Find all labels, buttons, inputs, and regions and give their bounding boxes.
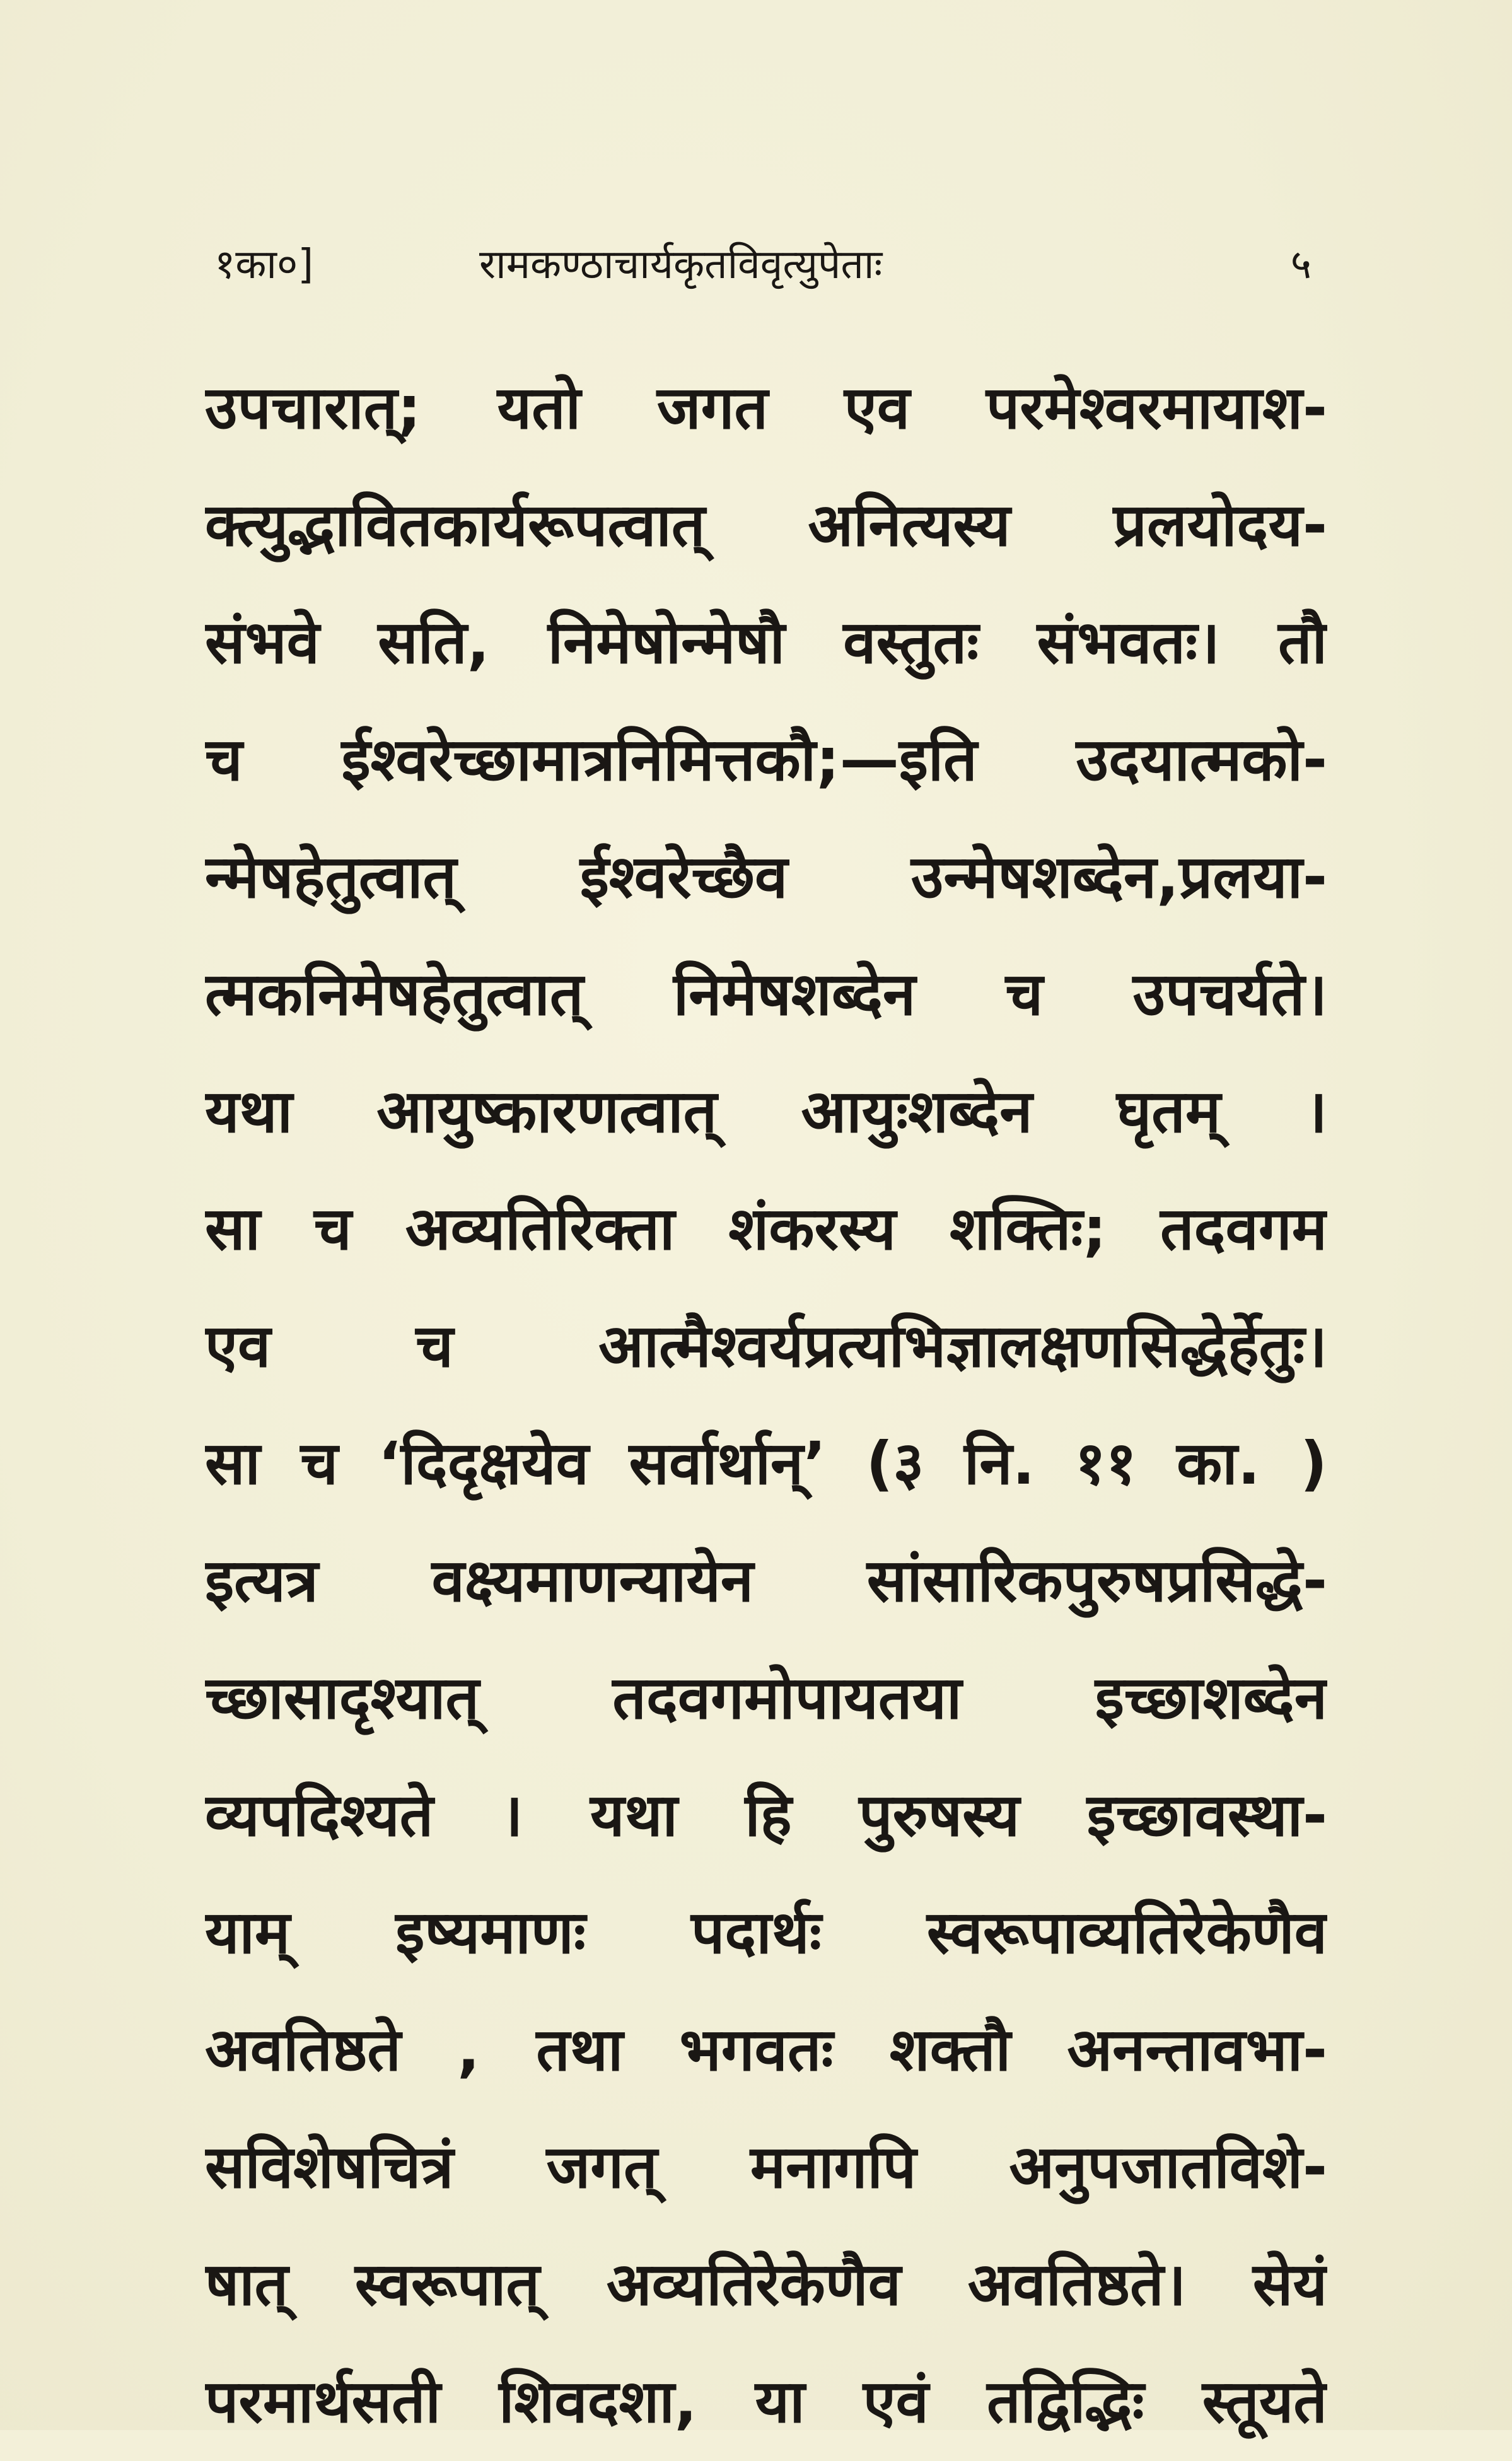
text-line: उपचारात्; यतो जगत एव परमेश्वरमायाश- [205, 374, 1327, 443]
text-line: त्मकनिमेषहेतुत्वात् निमेषशब्देन च उपचर्यते। [205, 960, 1327, 1029]
text-line: च्छासादृश्यात् तदवगमोपायतया इच्छाशब्देन [205, 1664, 1327, 1733]
text-line: यथा आयुष्कारणत्वात् आयुःशब्देन घृतम् । [205, 1078, 1327, 1146]
running-title: रामकण्ठाचार्यकृतविवृत्युपेताः [479, 241, 883, 288]
text-line: च ईश्वरेच्छामात्रनिमित्तकौ;—इति उदयात्मको- [205, 726, 1327, 794]
text-line: एव च आत्मैश्वर्यप्रत्यभिज्ञालक्षणसिद्धेर्हेतुः। [205, 1312, 1327, 1381]
text-line: सा च अव्यतिरिक्ता शंकरस्य शक्तिः; तदवगम [205, 1195, 1327, 1264]
section-marker: १का०] [214, 241, 314, 288]
text-line: न्मेषहेतुत्वात् ईश्वरेच्छैव उन्मेषशब्देन,प्रलया- [205, 843, 1327, 912]
text-line: याम् इष्यमाणः पदार्थः स्वरूपाव्यतिरेकेणैव [205, 1899, 1327, 1967]
text-line: षात् स्वरूपात् अव्यतिरेकेणैव अवतिष्ठते। सेयं [205, 2250, 1327, 2319]
text-line: व्यपदिश्यते । यथा हि पुरुषस्य इच्छावस्था- [205, 1781, 1327, 1850]
text-line: क्त्युद्भावितकार्यरूपत्वात् अनित्यस्य प्रलयोदय- [205, 491, 1327, 560]
text-line: सविशेषचित्रं जगत् मनागपि अनुपजातविशे- [205, 2133, 1327, 2202]
text-line: सा च ‘दिदृक्षयेव सर्वार्थान्’ (३ नि. ११ का. ) [205, 1429, 1327, 1498]
text-line: संभवे सति, निमेषोन्मेषौ वस्तुतः संभवतः। तौ [205, 608, 1327, 677]
text-line: अवतिष्ठते , तथा भगवतः शक्तौ अनन्तावभा- [205, 2016, 1327, 2085]
page-number: ५ [1290, 241, 1311, 288]
text-line: इत्यत्र वक्ष्यमाणन्यायेन सांसारिकपुरुषप्रसिद्धे- [205, 1547, 1327, 1615]
body-text [205, 350, 1327, 2461]
running-header [208, 233, 1324, 296]
text-line: परमार्थसती शिवदशा, या एवं तद्विद्भिः स्तूयते [205, 2368, 1327, 2436]
